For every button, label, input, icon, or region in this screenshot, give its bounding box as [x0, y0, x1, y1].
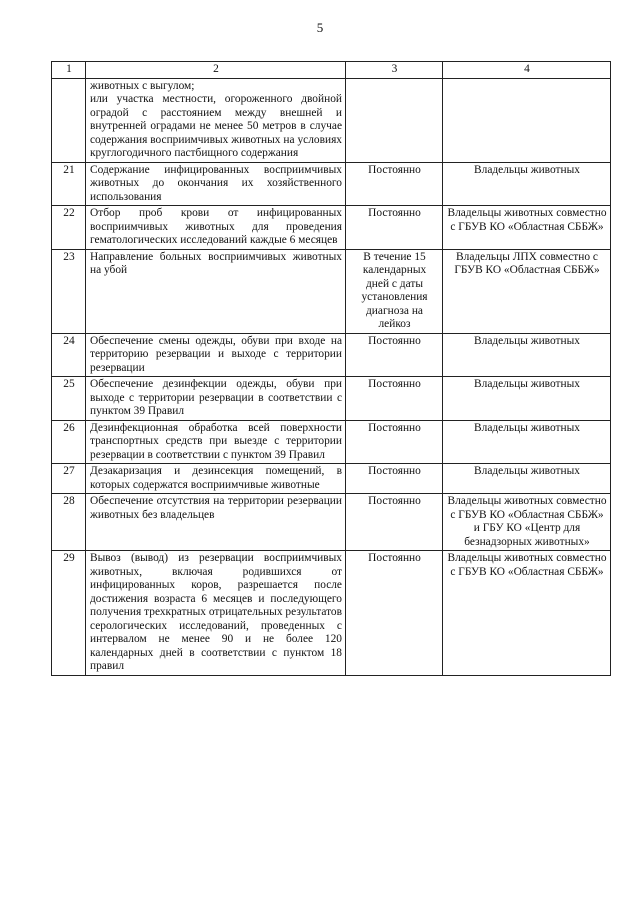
- measure-term: Постоянно: [346, 206, 443, 250]
- continuation-term: [346, 78, 443, 162]
- page-number: 5: [316, 20, 324, 35]
- measure-term: В течение 15 календарных дней с даты установления диагноза на лейкоз: [346, 249, 443, 333]
- measure-description: Вывоз (вывод) из резервации восприимчивых животных, включая родившихся от инфицированных коров, разрешается после достижения возраста 6 месяцев и последующего получения трехкратных отрицательных результатов серологических исследований, проведенных с интервалом не менее 90 и не более 120 календарных дней в соответствии с пунктом 18 правил: [86, 551, 346, 676]
- header-col-3: 3: [346, 62, 443, 79]
- table-row: [52, 551, 611, 676]
- responsible-party: Владельцы животных совместно с ГБУВ КО «Областная СББЖ» и ГБУ КО «Центр для безнадзорных животных»: [443, 494, 611, 551]
- row-number: 23: [52, 249, 86, 333]
- row-number: 29: [52, 551, 86, 676]
- table-row: [52, 377, 611, 421]
- table-row: [52, 420, 611, 464]
- responsible-party: Владельцы ЛПХ совместно с ГБУВ КО «Областная СББЖ»: [443, 249, 611, 333]
- row-number: 22: [52, 206, 86, 250]
- row-number: 28: [52, 494, 86, 551]
- responsible-party: Владельцы животных совместно с ГБУВ КО «Областная СББЖ»: [443, 551, 611, 676]
- table-row: [52, 464, 611, 494]
- measure-description: Содержание инфицированных восприимчивых животных до окончания их хозяйственного использования: [86, 162, 346, 206]
- measure-term: Постоянно: [346, 162, 443, 206]
- table-row: [52, 494, 611, 551]
- row-number: 26: [52, 420, 86, 464]
- measure-term: Постоянно: [346, 333, 443, 377]
- continuation-text: животных с выгулом; или участка местности, огороженного двойной оградой с расстоянием между внешней и внутренней оградами не менее 50 метров в случае содержания восприимчивых животных на условиях круглогодичного пастбищного содержания: [86, 78, 346, 162]
- measures-table: [51, 61, 611, 676]
- responsible-party: Владельцы животных: [443, 162, 611, 206]
- continuation-num: [52, 78, 86, 162]
- table-row: [52, 162, 611, 206]
- measure-description: Обеспечение смены одежды, обуви при входе на территорию резервации и выходе с территории резервации: [86, 333, 346, 377]
- table-row: [52, 249, 611, 333]
- table-row-continuation: [52, 78, 611, 162]
- measure-term: Постоянно: [346, 551, 443, 676]
- measure-description: Дезинфекционная обработка всей поверхности транспортных средств при выезде с территории резервации в соответствии с пунктом 39 Правил: [86, 420, 346, 464]
- responsible-party: Владельцы животных: [443, 333, 611, 377]
- measure-term: Постоянно: [346, 494, 443, 551]
- row-number: 25: [52, 377, 86, 421]
- header-col-4: 4: [443, 62, 611, 79]
- measure-description: Обеспечение отсутствия на территории резервации животных без владельцев: [86, 494, 346, 551]
- row-number: 24: [52, 333, 86, 377]
- measure-term: Постоянно: [346, 420, 443, 464]
- responsible-party: Владельцы животных совместно с ГБУВ КО «Областная СББЖ»: [443, 206, 611, 250]
- measure-description: Отбор проб крови от инфицированных восприимчивых животных для проведения гематологических исследований каждые 6 месяцев: [86, 206, 346, 250]
- measure-description: Дезакаризация и дезинсекция помещений, в которых содержатся восприимчивые животные: [86, 464, 346, 494]
- measure-term: Постоянно: [346, 377, 443, 421]
- table-row: [52, 333, 611, 377]
- table-row: [52, 206, 611, 250]
- measure-description: Направление больных восприимчивых животных на убой: [86, 249, 346, 333]
- header-col-1: 1: [52, 62, 86, 79]
- measure-description: Обеспечение дезинфекции одежды, обуви при выходе с территории резервации в соответствии с пунктом 39 Правил: [86, 377, 346, 421]
- responsible-party: Владельцы животных: [443, 464, 611, 494]
- header-row: [52, 62, 611, 79]
- row-number: 21: [52, 162, 86, 206]
- continuation-resp: [443, 78, 611, 162]
- responsible-party: Владельцы животных: [443, 377, 611, 421]
- table-body: [52, 78, 611, 675]
- row-number: 27: [52, 464, 86, 494]
- header-col-2: 2: [86, 62, 346, 79]
- responsible-party: Владельцы животных: [443, 420, 611, 464]
- measure-term: Постоянно: [346, 464, 443, 494]
